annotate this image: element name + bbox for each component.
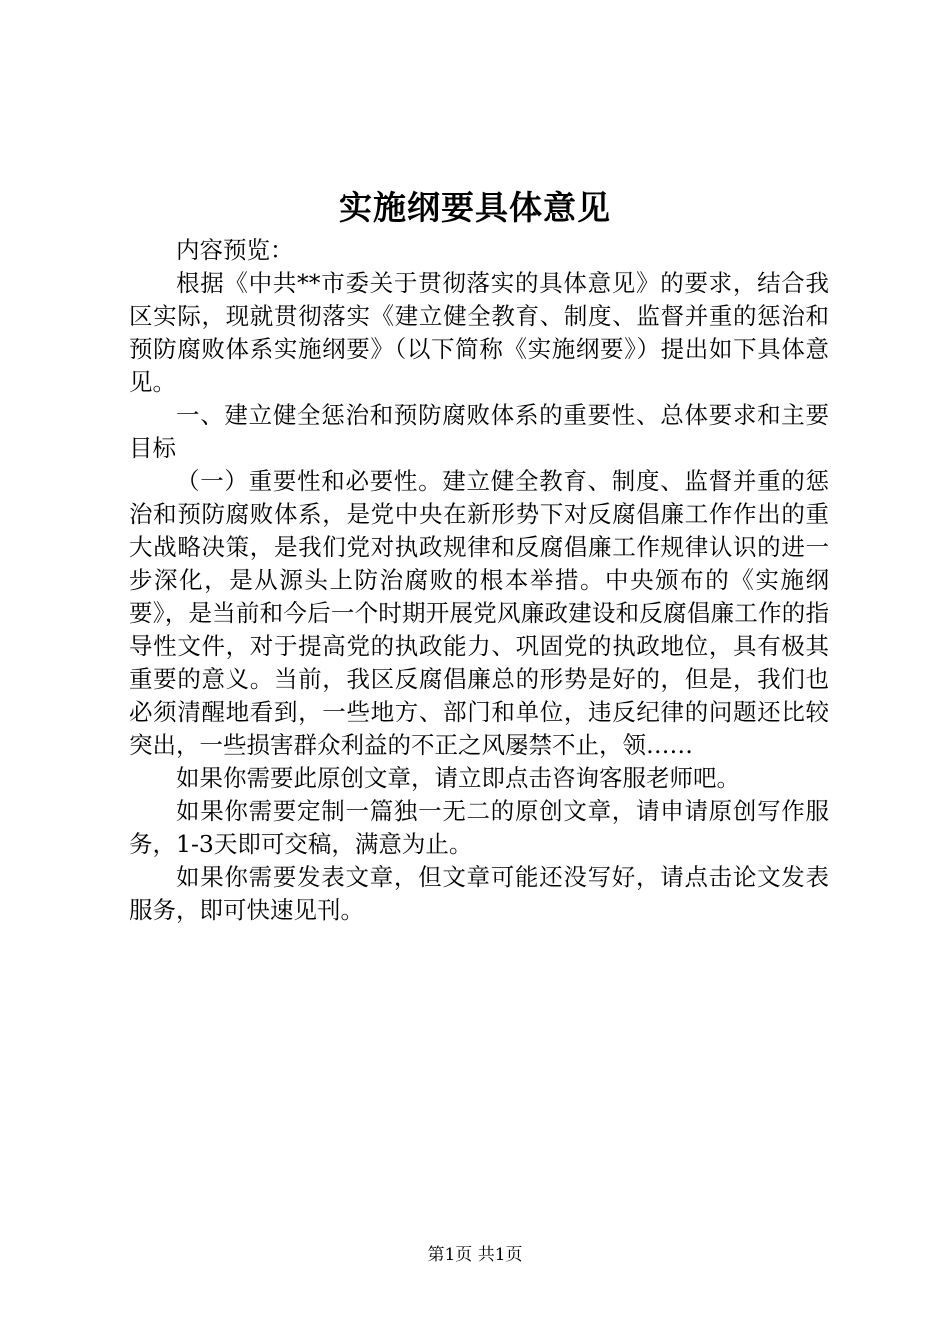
document-title: 实施纲要具体意见 (339, 188, 611, 227)
paragraph-preview-label: 内容预览： (176, 236, 294, 264)
paragraph-publishing-service: 如果你需要发表文章，但文章可能还没写好，请点击论文发表服务，即可快速见刊。 (129, 863, 829, 924)
paragraph-importance: （一）重要性和必要性。建立健全教育、制度、监督并重的惩治和预防腐败体系，是党中央在新形势下对反腐倡廉工作作出的重大战略决策，是我们党对执政规律和反腐倡廉工作规律认识的进一步深化，是从源头上防治腐败的根本举措。中央颁布的《实施纲要》，是当前和今后一个时期开展党风廉政建设和反腐倡廉工作的指导性文件，对于提高党的执政能力、巩固党的执政地位，具有极其重要的意义。当前，我区反腐倡廉总的形势是好的，但是，我们也必须清醒地看到，一些地方、部门和单位，违反纪律的问题还比较突出，一些损害群众利益的不正之风屡禁不止，领…… (129, 467, 829, 759)
paragraph-intro: 根据《中共**市委关于贯彻落实的具体意见》的要求，结合我区实际，现就贯彻落实《建立健全教育、制度、监督并重的惩治和预防腐败体系实施纲要》（以下简称《实施纲要》）提出如下具体意见。 (129, 269, 829, 396)
paragraph-custom-writing: 如果你需要定制一篇独一无二的原创文章，请申请原创写作服务，1-3天即可交稿，满意为止。 (129, 797, 829, 858)
document-body (129, 234, 829, 927)
page-number-footer: 第1页 共1页 (427, 1245, 523, 1265)
paragraph-contact-service: 如果你需要此原创文章，请立即点击咨询客服老师吧。 (176, 764, 740, 792)
paragraph-section-heading: 一、建立健全惩治和预防腐败体系的重要性、总体要求和主要目标 (129, 401, 829, 462)
